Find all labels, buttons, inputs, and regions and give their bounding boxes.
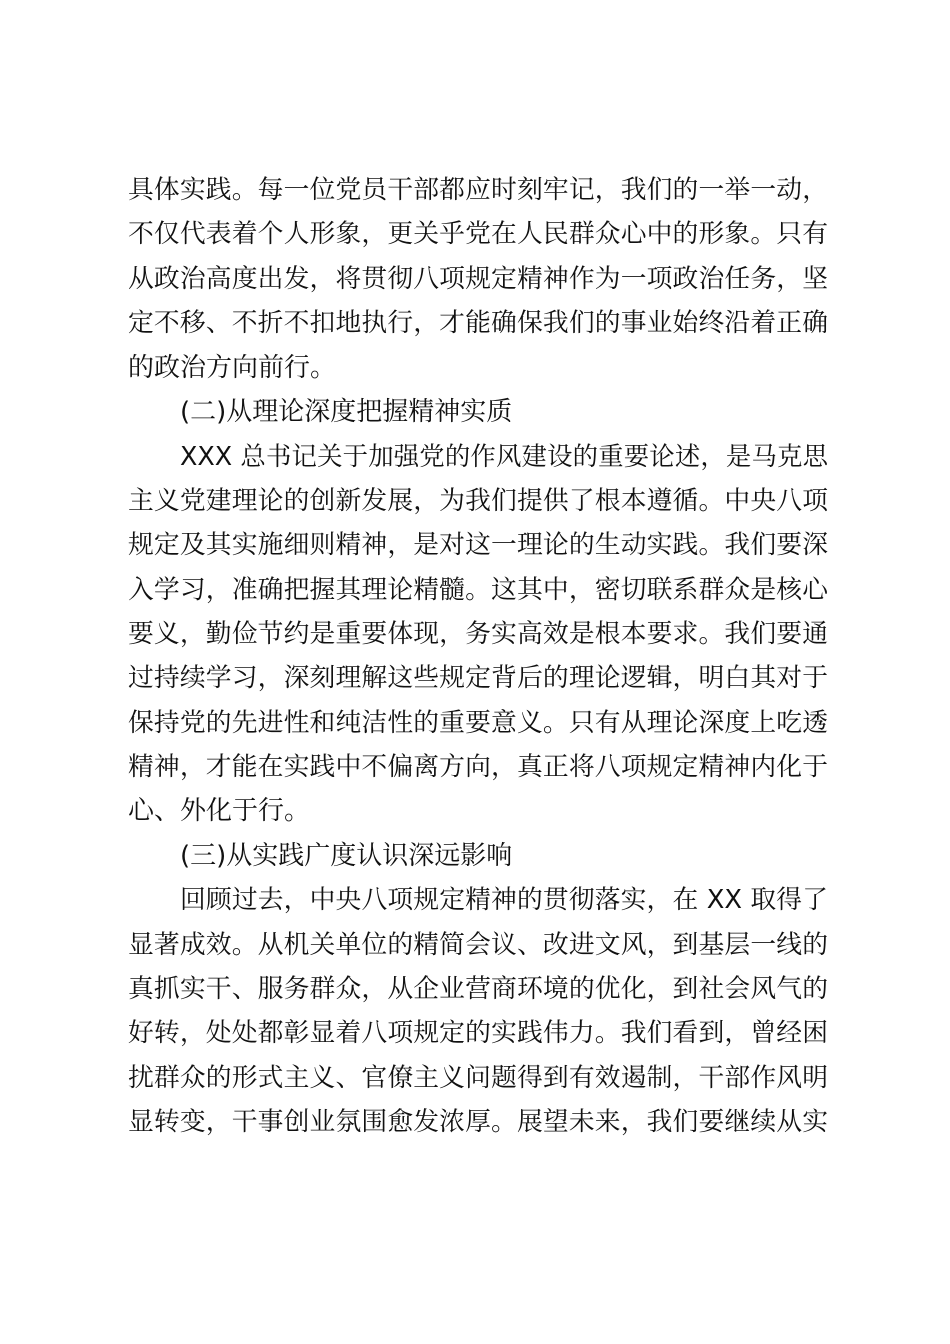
paragraph-line: 显著成效。从机关单位的精简会议、改进文风，到基层一线的 (128, 929, 828, 960)
paragraph-line: 定不移、不折不扣地执行，才能确保我们的事业始终沿着正确 (128, 308, 828, 339)
document-body (128, 168, 828, 1145)
paragraph-line: 保持党的先进性和纯洁性的重要意义。只有从理论深度上吃透 (128, 707, 828, 738)
paragraph-line: 规定及其实施细则精神，是对这一理论的生动实践。我们要深 (128, 530, 828, 561)
paragraph-line: XXX 总书记关于加强党的作风建设的重要论述，是马克思 (180, 441, 828, 472)
paragraph-line: 具体实践。每一位党员干部都应时刻牢记，我们的一举一动， (128, 175, 828, 205)
paragraph-line: 过持续学习，深刻理解这些规定背后的理论逻辑，明白其对于 (128, 663, 828, 694)
paragraph-line: 显转变，干事创业氛围愈发浓厚。展望未来，我们要继续从实 (128, 1107, 828, 1138)
paragraph-line: 的政治方向前行。 (128, 352, 337, 383)
paragraph-line: 不仅代表着个人形象，更关乎党在人民群众心中的形象。只有 (128, 219, 828, 250)
section-heading-3: (三)从实践广度认识深远影响 (180, 840, 513, 871)
section-heading-2: (二)从理论深度把握精神实质 (180, 396, 513, 427)
paragraph-line: 入学习，准确把握其理论精髓。这其中，密切联系群众是核心 (128, 574, 828, 605)
paragraph-line: 扰群众的形式主义、官僚主义问题得到有效遏制，干部作风明 (128, 1062, 828, 1093)
paragraph-line: 心、外化于行。 (128, 796, 311, 827)
paragraph-line: 好转，处处都彰显着八项规定的实践伟力。我们看到，曾经困 (128, 1018, 828, 1049)
paragraph-line: 回顾过去，中央八项规定精神的贯彻落实，在 XX 取得了 (180, 885, 828, 916)
paragraph-line: 从政治高度出发，将贯彻八项规定精神作为一项政治任务，坚 (128, 263, 828, 294)
paragraph-line: 主义党建理论的创新发展，为我们提供了根本遵循。中央八项 (128, 485, 828, 516)
paragraph-line: 真抓实干、服务群众，从企业营商环境的优化，到社会风气的 (128, 974, 828, 1005)
paragraph-line: 精神，才能在实践中不偏离方向，真正将八项规定精神内化于 (128, 752, 828, 783)
paragraph-line: 要义，勤俭节约是重要体现，务实高效是根本要求。我们要通 (128, 618, 828, 649)
